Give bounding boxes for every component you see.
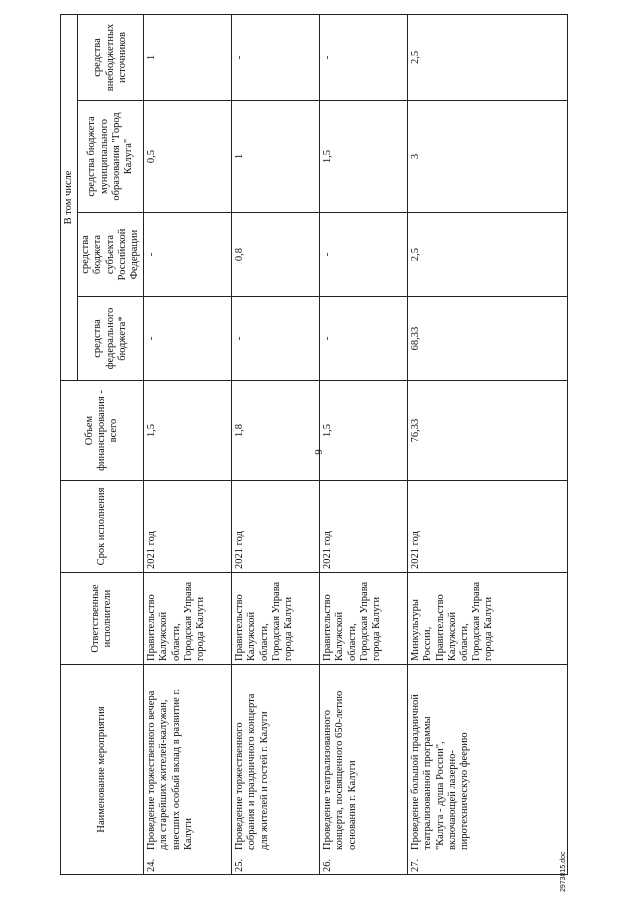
table-row — [232, 14, 320, 874]
financing-table-rotated — [60, 15, 622, 875]
row-name: Проведение торжественного вечера для старейших жителей-калужан, внесших особый вклад в развитие г. Калуги — [146, 688, 194, 850]
row-number: 25. — [234, 858, 246, 872]
row-name-cell — [144, 665, 232, 875]
row-total: 1,5 — [144, 381, 232, 481]
row-executors: Правительство Калужской области, Городская Управа города Калуги — [232, 573, 320, 665]
header-federal: средства федерального бюджета* — [78, 297, 144, 381]
row-extra: 1 — [144, 14, 232, 100]
header-including: В том числе — [61, 14, 78, 380]
header-name: Наименование мероприятия — [61, 665, 144, 875]
row-name-cell — [408, 665, 568, 875]
header-executors: Ответственные исполнители — [61, 573, 144, 665]
row-federal: 68,33 — [408, 297, 568, 381]
row-extra: - — [232, 14, 320, 100]
header-municipal: средства бюджета муниципального образования "Город Калуга" — [78, 101, 144, 213]
row-executors: Правительство Калужской области, Городская Управа города Калуги — [144, 573, 232, 665]
row-term: 2021 год — [408, 481, 568, 573]
row-subject: 2,5 — [408, 213, 568, 297]
header-extra: средства внебюджетных источников — [78, 14, 144, 100]
row-term: 2021 год — [232, 481, 320, 573]
row-name-cell — [320, 665, 408, 875]
row-extra: - — [320, 14, 408, 100]
header-term: Срок исполнения — [61, 481, 144, 573]
row-extra: 2,5 — [408, 14, 568, 100]
row-name: Проведение большой праздничной театрализованной программы "Калуга - душа России", включающей лазерно-пиротехническую феерию — [410, 694, 471, 850]
row-total: 1,8 — [232, 381, 320, 481]
row-municipal: 3 — [408, 101, 568, 213]
row-term: 2021 год — [144, 481, 232, 573]
row-executors: Правительство Калужской области, Городская Управа города Калуги — [320, 573, 408, 665]
row-federal: - — [232, 297, 320, 381]
row-subject: 0,8 — [232, 213, 320, 297]
row-number: 26. — [322, 858, 334, 872]
table-row — [144, 14, 232, 874]
row-number: 27. — [410, 858, 422, 872]
page-number: 9 — [313, 449, 325, 455]
row-federal: - — [320, 297, 408, 381]
row-federal: - — [144, 297, 232, 381]
row-total: 1,5 — [320, 381, 408, 481]
row-number: 24. — [146, 858, 158, 872]
header-total: Объем финансирования - всего — [61, 381, 144, 481]
financing-table — [60, 14, 568, 875]
table-row — [320, 14, 408, 874]
row-total: 76,33 — [408, 381, 568, 481]
row-subject: - — [144, 213, 232, 297]
row-name-cell — [232, 665, 320, 875]
row-municipal: 1 — [232, 101, 320, 213]
row-term: 2021 год — [320, 481, 408, 573]
document-id: 2973815.doc — [560, 851, 567, 892]
row-municipal: 0,5 — [144, 101, 232, 213]
row-municipal: 1,5 — [320, 101, 408, 213]
row-subject: - — [320, 213, 408, 297]
table-row — [408, 14, 568, 874]
row-name: Проведение торжественного собрания и праздничного концерта для жителей и гостей г. Калуги — [234, 693, 270, 850]
row-executors: Минкультуры России, Правительство Калужской области, Городская Управа города Калуги — [408, 573, 568, 665]
header-subject: средства бюджета субъекта Российской Федерации — [78, 213, 144, 297]
row-name: Проведение театрализованного концерта, посвященного 650-летию основания г. Калуги — [322, 690, 358, 850]
